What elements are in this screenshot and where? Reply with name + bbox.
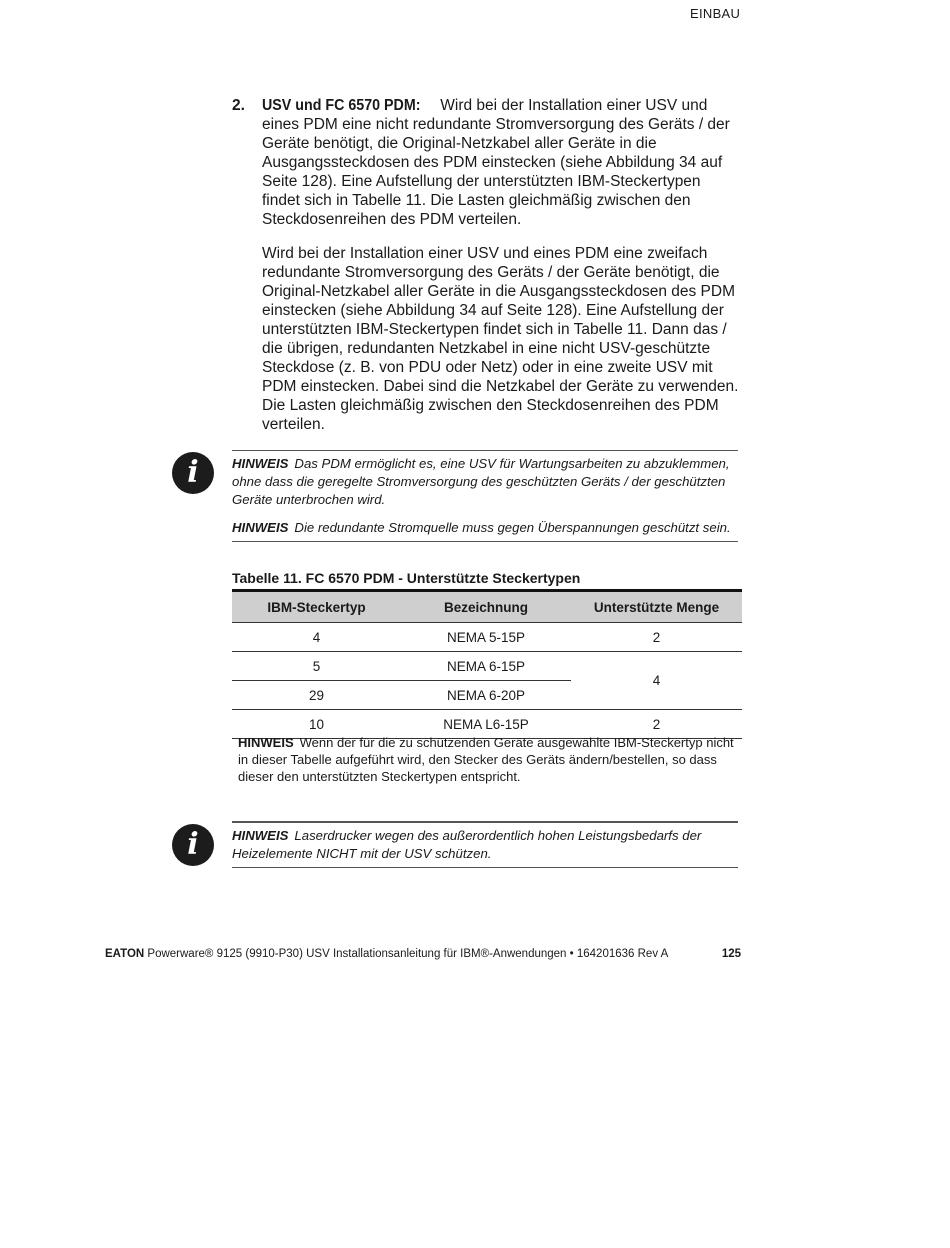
note-a-text: Das PDM ermöglicht es, eine USV für Wartungsarbeiten zu abzuklemmen, ohne dass die geregelte Stromversorgung des geschützten Geräts / der geschützten Geräte unterbrochen wird. xyxy=(232,456,730,507)
plug-table xyxy=(232,589,742,739)
step-paragraph-1 xyxy=(262,96,742,229)
table-header-row xyxy=(232,591,742,623)
note-b-text: Die redundante Stromquelle muss gegen Überspannungen geschützt sein. xyxy=(294,520,731,535)
table-cell: NEMA 5-15P xyxy=(401,623,571,652)
col-header: IBM-Steckertyp xyxy=(232,591,401,623)
table-cell: 2 xyxy=(571,710,742,739)
section-header: EINBAU xyxy=(690,6,741,21)
note-block-2 xyxy=(232,821,738,868)
page-footer xyxy=(105,948,741,960)
note-label: HINWEIS xyxy=(232,520,289,535)
table-row xyxy=(232,623,742,652)
info-icon: i xyxy=(172,824,214,866)
table-cell: 2 xyxy=(571,623,742,652)
table-caption: Tabelle 11. FC 6570 PDM - Unterstützte Steckertypen xyxy=(232,570,581,586)
note-block-1 xyxy=(232,450,738,542)
note-a xyxy=(232,455,738,509)
step-body xyxy=(262,96,742,434)
step-title: USV und FC 6570 PDM: xyxy=(262,97,421,114)
col-header: Bezeichnung xyxy=(401,591,571,623)
step-paragraph-2: Wird bei der Installation einer USV und eines PDM eine zweifach redundante Stromversorgung des Geräts / der Geräte benötigt, die Original-Netzkabel aller Geräte in die Ausgangssteckdosen des PDM einstecken (siehe Abbildung 34 auf Seite 128). Eine Aufstellung der unterstützten IBM-Steckertypen findet sich in Tabelle 11. Dann das / die übrigen, redundanten Netzkabel in eine nicht USV-geschützte Steckdose (z. B. von PDU oder Netz) oder in eine zweite USV mit PDM einstecken. Dabei sind die Netzkabel der Geräte zu verwenden. Die Lasten gleichmäßig zwischen den Steckdosenreihen des PDM verteilen. xyxy=(262,245,739,433)
table-cell: 4 xyxy=(232,623,401,652)
table-note-text: Wenn der für die zu schützenden Geräte ausgewählte IBM-Steckertyp nicht in dieser Tabelle aufgeführt wird, den Stecker des Geräts ändern/bestellen, so dass dieser den unterstützten Steckertypen entspricht. xyxy=(238,735,734,784)
footer-text: Powerware® 9125 (9910-P30) USV Installationsanleitung für IBM®-Anwendungen • 164201636 Rev A xyxy=(147,948,669,960)
footer-brand: EATON xyxy=(105,948,145,960)
note-label: HINWEIS xyxy=(232,456,289,471)
table-cell: NEMA L6-15P xyxy=(401,710,571,739)
table-cell: 5 xyxy=(232,652,401,681)
table-note-label: HINWEIS xyxy=(238,735,294,750)
page-number: 125 xyxy=(721,948,741,960)
note-b xyxy=(232,519,738,537)
table-cell: 10 xyxy=(232,710,401,739)
step-number: 2. xyxy=(232,97,245,114)
table-cell: NEMA 6-20P xyxy=(401,681,571,710)
table-row xyxy=(232,652,742,681)
note-laser xyxy=(232,827,738,863)
note-label: HINWEIS xyxy=(232,828,289,843)
table-cell: 29 xyxy=(232,681,401,710)
col-header: Unterstützte Menge xyxy=(571,591,742,623)
note-laser-text: Laserdrucker wegen des außerordentlich hohen Leistungsbedarfs der Heizelemente NICHT mit der USV schützen. xyxy=(232,828,702,861)
info-icon: i xyxy=(172,452,214,494)
table-note xyxy=(238,734,738,785)
step-text-1: Wird bei der Installation einer USV und eines PDM eine nicht redundante Stromversorgung des Geräts / der Geräte benötigt, die Original-Netzkabel aller Geräte in die Ausgangssteckdosen des PDM einstecken (siehe Abbildung 34 auf Seite 128). Eine Aufstellung der unterstützten IBM-Steckertypen findet sich in Tabelle 11. Die Lasten gleichmäßig zwischen den Steckdosenreihen des PDM verteilen. xyxy=(262,97,730,228)
table-cell: 4 xyxy=(571,652,742,710)
table-cell: NEMA 6-15P xyxy=(401,652,571,681)
step-2 xyxy=(232,96,742,449)
